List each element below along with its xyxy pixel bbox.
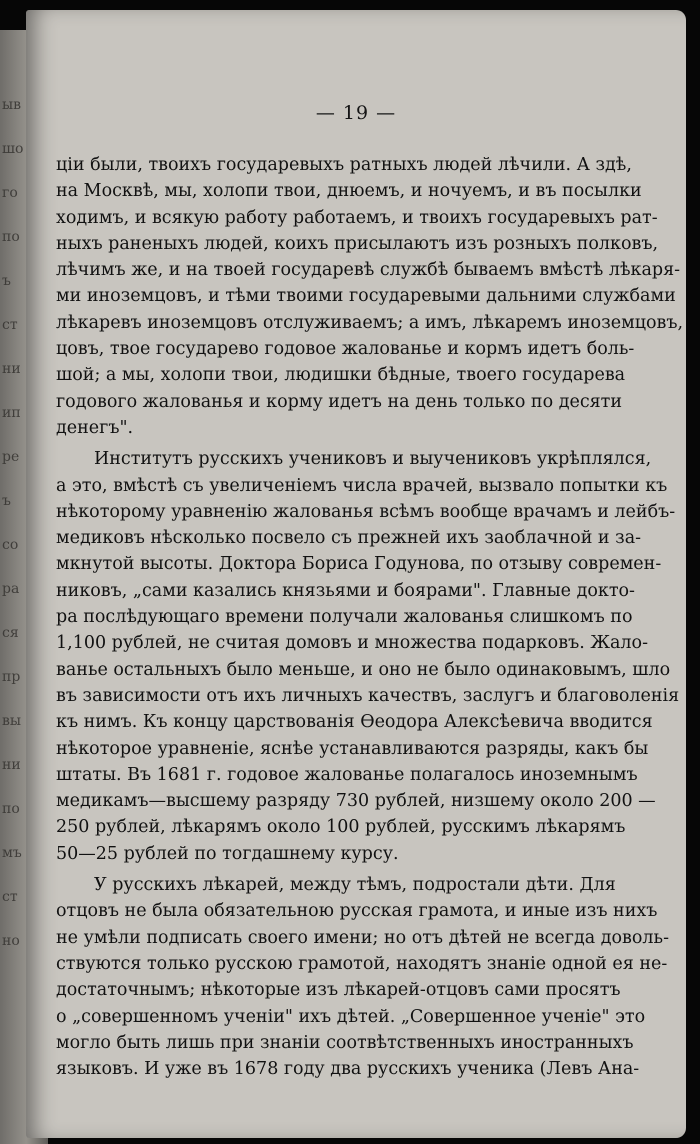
body-text — [56, 152, 686, 1082]
text-line: денегъ". — [56, 417, 134, 438]
left-page-fragment: ст — [2, 317, 18, 333]
text-line: на Москвѣ, мы, холопи твои, днюемъ, и ночуемъ, и въ посылки — [56, 181, 642, 202]
paragraph — [56, 872, 686, 1082]
text-line: а это, вмѣстѣ съ увеличеніемъ числа врачей, вызвало попытки къ — [56, 475, 668, 496]
paragraph — [56, 152, 686, 441]
text-line: ванье остальныхъ было меньше, и оно не было одинаковымъ, шло — [56, 659, 671, 680]
text-line: Институтъ русскихъ учениковъ и выучениковъ укрѣплялся, — [94, 449, 652, 470]
left-page-fragment: по — [2, 801, 20, 817]
text-line: лѣкаревъ иноземцовъ отслуживаемъ; а имъ, лѣкаремъ иноземцовъ, — [56, 312, 684, 333]
text-line: лѣчимъ же, и на твоей государевѣ службѣ бываемъ вмѣстѣ лѣкаря- — [56, 260, 681, 281]
text-line: нѣкоторому уравненію жалованья всѣмъ вообще врачамъ и лейбъ- — [56, 501, 676, 522]
left-page-fragment: ыв — [2, 97, 22, 113]
left-page-fragment: ъ — [2, 273, 11, 289]
left-page-fragment: ре — [2, 449, 20, 465]
left-page-fragment: ъ — [2, 493, 11, 509]
text-line: 1,100 рублей, не считая домовъ и множества подарковъ. Жало- — [56, 633, 648, 654]
text-line: не умѣли подписать своего имени; но отъ дѣтей не всегда доволь- — [56, 927, 669, 948]
text-line: штаты. Въ 1681 г. годовое жалованье полагалось иноземнымъ — [56, 764, 638, 785]
text-line: ствуются только русскою грамотой, находятъ знаніе одной ея не- — [56, 953, 668, 974]
text-line: никовъ, „сами казались князьями и боярами". Главные докто- — [56, 580, 635, 601]
text-line: ми иноземцовъ, и тѣми твоими государевыми дальними службами — [56, 286, 676, 307]
left-page-fragment: шо — [2, 141, 24, 157]
text-line: языковъ. И уже въ 1678 году два русскихъ ученика (Левъ Ана- — [56, 1059, 640, 1080]
page-number: — 19 — — [315, 102, 397, 124]
text-line: медиковъ нѣсколько посвело съ прежней ихъ заоблачной и за- — [56, 528, 642, 549]
text-line: достаточнымъ; нѣкоторые изъ лѣкарей-отцовъ сами просятъ — [56, 980, 621, 1001]
left-page-fragment: пр — [2, 669, 21, 685]
left-page-fragment: вы — [2, 713, 22, 729]
text-line: цовъ, твое государево годовое жалованье и кормъ идетъ боль- — [56, 339, 635, 360]
book-page — [26, 10, 686, 1138]
left-page-fragment: но — [2, 933, 20, 949]
left-page-fragment: по — [2, 229, 20, 245]
text-line: У русскихъ лѣкарей, между тѣмъ, подростали дѣти. Для — [94, 875, 616, 896]
left-page-fragment: со — [2, 537, 19, 553]
left-page-fragment: ся — [2, 625, 19, 641]
text-line: въ зависимости отъ ихъ личныхъ качествъ, заслугъ и благоволенія — [56, 685, 680, 706]
text-line: годового жалованья и корму идетъ на день только по десяти — [56, 391, 623, 412]
paragraph — [56, 446, 686, 867]
left-page-fragment: го — [2, 185, 18, 201]
text-line: 50—25 рублей по тогдашнему курсу. — [56, 843, 399, 864]
text-line: 250 рублей, лѣкарямъ около 100 рублей, русскимъ лѣкарямъ — [56, 817, 626, 838]
text-line: мкнутой высоты. Доктора Бориса Годунова, по отзыву современ- — [56, 554, 662, 575]
left-page-fragment: ни — [2, 361, 21, 377]
text-line: къ нимъ. Къ концу царствованія Ѳеодора Алексѣевича вводится — [56, 712, 653, 733]
text-line: могло быть лишь при знаніи соотвѣтственныхъ иностранныхъ — [56, 1032, 634, 1053]
text-line: о „совершенномъ ученіи" ихъ дѣтей. „Совершенное ученіе" это — [56, 1006, 646, 1027]
left-page-fragment: ни — [2, 757, 21, 773]
text-line: ныхъ раненыхъ людей, коихъ присылаютъ изъ розныхъ полковъ, — [56, 233, 659, 254]
text-line: шой; а мы, холопи твои, людишки бѣдные, твоего государева — [56, 365, 626, 386]
text-line: ходимъ, и всякую работу работаемъ, и твоихъ государевыхъ рат- — [56, 207, 658, 228]
text-line: ра послѣдующаго времени получали жалованья слишкомъ по — [56, 607, 633, 628]
left-page-fragment: ра — [2, 581, 20, 597]
left-page-fragment: мъ — [2, 845, 22, 861]
text-line: ціи были, твоихъ государевыхъ ратныхъ людей лѣчили. А здѣ, — [56, 155, 632, 175]
text-line: медикамъ—высшему разряду 730 рублей, низшему около 200 — — [56, 791, 656, 812]
text-line: нѣкоторое уравненіе, яснѣе устанавливаются разряды, какъ бы — [56, 738, 649, 759]
left-page-fragment: ип — [2, 405, 21, 421]
left-page-fragment: ст — [2, 889, 18, 905]
text-line: отцовъ не была обязательною русская грамота, и иные изъ нихъ — [56, 901, 658, 922]
